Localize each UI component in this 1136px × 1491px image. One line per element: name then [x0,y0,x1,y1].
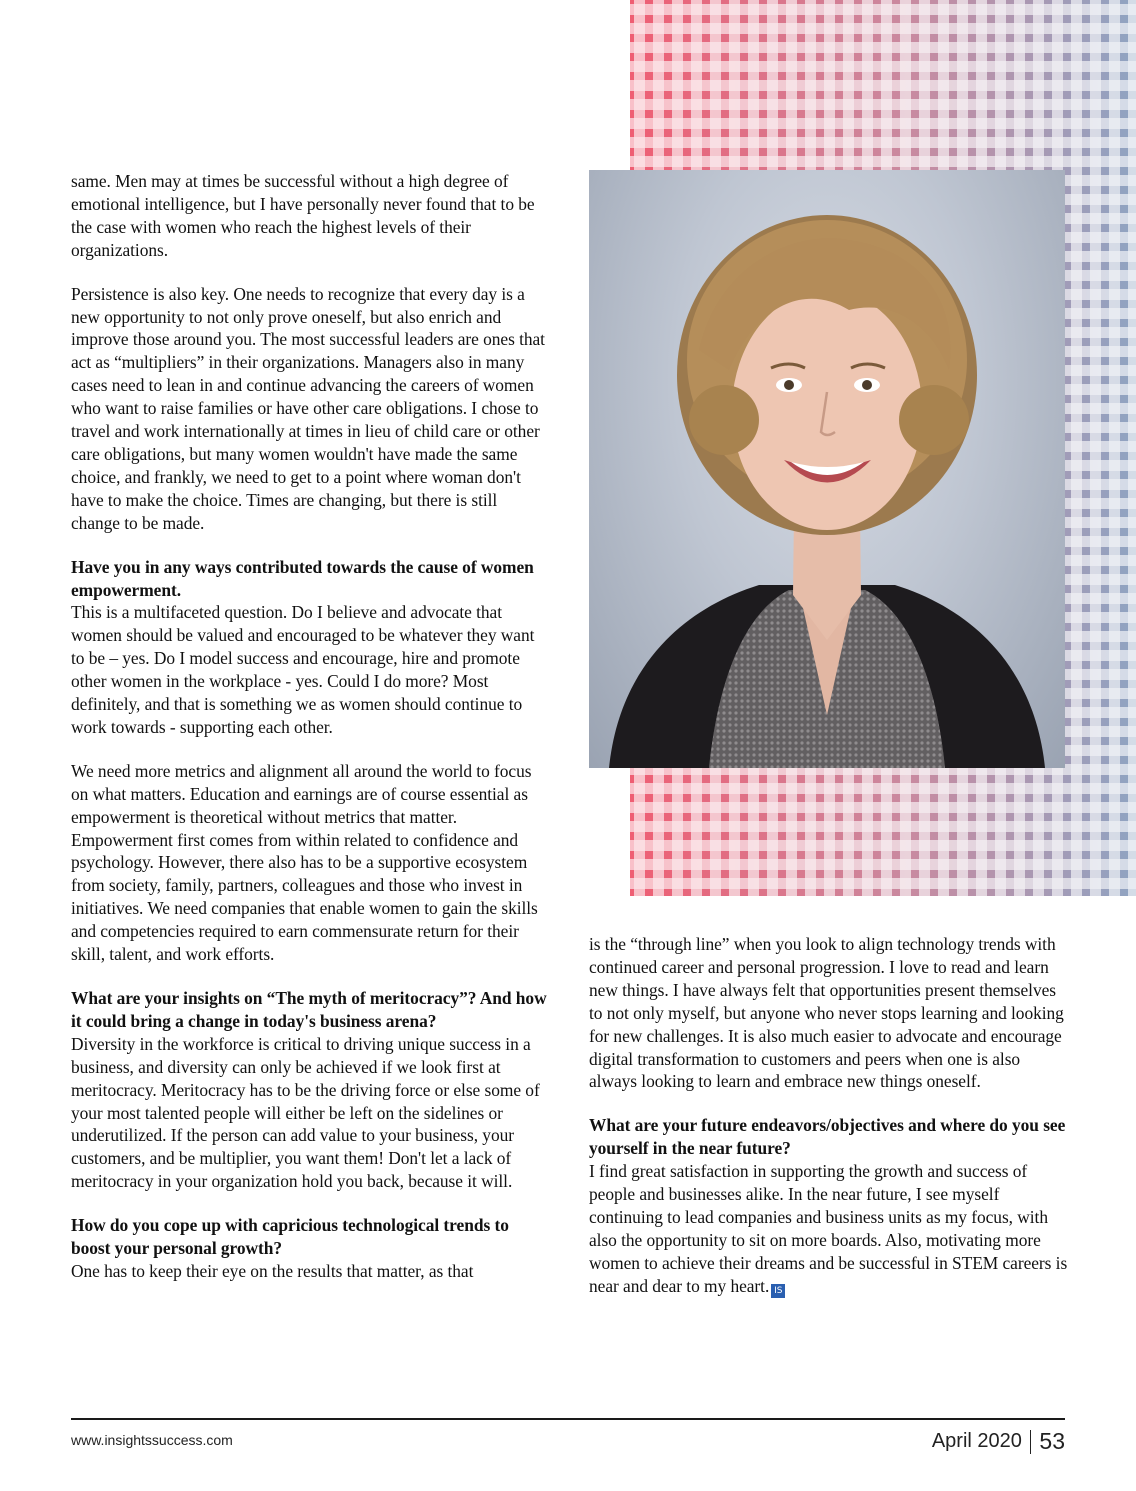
footer-url[interactable]: www.insightssuccess.com [71,1432,233,1448]
answer-paragraph: Diversity in the workforce is critical to driving unique success in a business, and diversity can only be achieved if we look first at meritocracy. Meritocracy has to be the driving force or else some of your most talented people will either be left on the sidelines or underutilized. If the person can add value to your business, your customers, and be multiplier, you want them! Don't let a lack of meritocracy in your organization hold you back, because it will. [71,1033,540,1192]
end-of-article-icon: IS [771,1284,785,1298]
paragraph: Persistence is also key. One needs to recognize that every day is a new opportunity to not only prove oneself, but also enrich and improve those around you. The most successful leaders are ones that act as “multipliers” in their organizations. Managers also in many cases need to lean in and continue advancing the careers of women who want to raise families or have other care obligations. I chose to travel and work internationally at times in lieu of child care or other care obligations, but many women wouldn't have made the same choice, and frankly, we need to get to a point where woman don't have to make the choice. Times are changing, but there is still change to be made. [71,283,545,533]
right-text-column [589,933,1069,1319]
footer-page-info [932,1428,1065,1455]
question-heading: What are your future endeavors/objectives and where do you see yourself in the near future? [589,1115,1066,1159]
answer-paragraph: One has to keep their eye on the results that matter, as that [71,1260,474,1281]
answer-paragraph: This is a multifaceted question. Do I believe and advocate that women should be valued and encouraged to be whatever they want to be – yes. Do I model success and encourage, hire and promote other women in the workplace - yes. Could I do more? Most definitely, and that is something we as women should continue to work towards - supporting each other. [71,602,535,737]
answer-text: I find great satisfaction in supporting the growth and success of people and businesses alike. In the near future, I see myself continuing to lead companies and business units as my focus, with also the opportunity to sit on more boards. Also, motivating more women to achieve their dreams and be successful in STEM careers is near and dear to my heart. [589,1161,1068,1296]
page-number: 53 [1039,1428,1065,1454]
question-heading: How do you cope up with capricious technological trends to boost your personal growth? [71,1215,509,1259]
issue-date: April 2020 [931,1430,1022,1452]
question-heading: What are your insights on “The myth of meritocracy”? And how it could bring a change in today's business arena? [71,988,547,1031]
paragraph: same. Men may at times be successful without a high degree of emotional intelligence, but I have personally never found that to be the case with women who reach the highest levels of their organizations. [71,171,535,260]
portrait-photo [589,170,1065,768]
question-heading: Have you in any ways contributed towards the cause of women empowerment. [71,556,534,600]
answer-paragraph [589,1160,1069,1298]
paragraph: We need more metrics and alignment all around the world to focus on what matters. Education and earnings are of course essential as empowerment is theoretical without metrics that matter. Empowerment first comes from within related to confidence and psychology. However, there also has to be a supportive ecosystem from society, family, partners, colleagues and those who invest in initiatives. We need companies that enable women to gain the skills and competencies required to earn commensurate return for their skill, talent, and work efforts. [71,760,538,965]
left-text-column [71,170,547,1304]
paragraph: is the “through line” when you look to align technology trends with continued career and personal progression. I love to read and learn new things. I have always felt that opportunities present themselves to not only myself, but anyone who never stops learning and looking for new challenges. It is also much easier to advocate and encourage digital transformation to customers and peers when one is also always looking to learn and embrace new things oneself. [589,934,1064,1092]
footer-rule [71,1418,1065,1420]
footer-separator [1030,1430,1032,1454]
